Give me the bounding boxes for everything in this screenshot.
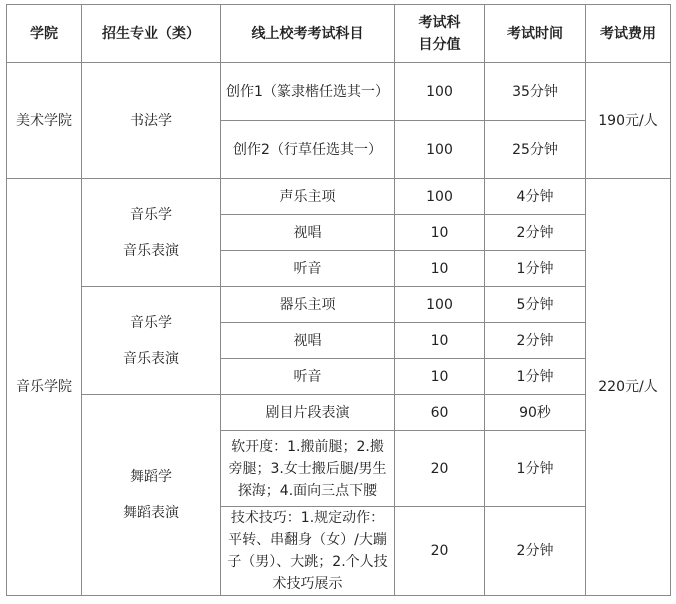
college-cell-music: 音乐学院 <box>7 179 82 596</box>
score-cell: 20 <box>395 507 485 596</box>
time-cell: 1分钟 <box>485 359 586 395</box>
subject-cell: 器乐主项 <box>221 287 395 323</box>
header-score: 考试科 目分值 <box>395 5 485 63</box>
major-cell-group-2 <box>82 287 221 395</box>
table-row <box>7 287 671 323</box>
score-cell: 100 <box>395 179 485 215</box>
fee-cell-music: 220元/人 <box>586 179 671 596</box>
score-cell: 100 <box>395 287 485 323</box>
time-cell: 2分钟 <box>485 215 586 251</box>
major-line: 音乐学 <box>130 206 172 223</box>
score-cell: 100 <box>395 121 485 179</box>
subject-cell: 听音 <box>221 359 395 395</box>
score-cell: 10 <box>395 251 485 287</box>
time-cell: 5分钟 <box>485 287 586 323</box>
major-line: 音乐学 <box>130 314 172 331</box>
score-cell: 10 <box>395 359 485 395</box>
major-cell-group-1 <box>82 179 221 287</box>
major-line: 舞蹈表演 <box>123 505 179 521</box>
time-cell: 1分钟 <box>485 251 586 287</box>
major-cell-calligraphy: 书法学 <box>82 63 221 179</box>
time-cell: 2分钟 <box>485 507 586 596</box>
time-cell: 4分钟 <box>485 179 586 215</box>
time-cell: 90秒 <box>485 395 586 431</box>
fee-cell-art: 190元/人 <box>586 63 671 179</box>
major-line: 音乐表演 <box>123 242 179 259</box>
table-header-row <box>7 5 671 63</box>
score-cell: 20 <box>395 431 485 507</box>
time-cell: 2分钟 <box>485 323 586 359</box>
score-cell: 10 <box>395 323 485 359</box>
header-fee: 考试费用 <box>586 5 671 63</box>
score-cell: 10 <box>395 215 485 251</box>
score-cell: 60 <box>395 395 485 431</box>
subject-cell: 听音 <box>221 251 395 287</box>
header-time: 考试时间 <box>485 5 586 63</box>
college-cell-art: 美术学院 <box>7 63 82 179</box>
subject-cell: 视唱 <box>221 323 395 359</box>
subject-cell-flexibility: 软开度：1.搬前腿；2.搬旁腿；3.女士搬后腿/男生探海；4.面向三点下腰 <box>221 431 395 507</box>
score-cell: 100 <box>395 63 485 121</box>
time-cell: 1分钟 <box>485 431 586 507</box>
table-row <box>7 395 671 431</box>
subject-cell: 创作2（行草任选其一） <box>221 121 395 179</box>
time-cell: 25分钟 <box>485 121 586 179</box>
time-cell: 35分钟 <box>485 63 586 121</box>
table-row <box>7 179 671 215</box>
header-subject: 线上校考考试科目 <box>221 5 395 63</box>
subject-cell-technique: 技术技巧：1.规定动作：平转、串翻身（女）/大蹦子（男）、大跳；2.个人技术技巧展示 <box>221 507 395 596</box>
major-cell-group-3 <box>82 395 221 596</box>
major-line: 音乐表演 <box>123 350 179 367</box>
header-major: 招生专业（类） <box>82 5 221 63</box>
subject-cell: 剧目片段表演 <box>221 395 395 431</box>
subject-cell: 声乐主项 <box>221 179 395 215</box>
exam-schedule-table <box>6 4 671 596</box>
subject-cell: 创作1（篆隶楷任选其一） <box>221 63 395 121</box>
subject-cell: 视唱 <box>221 215 395 251</box>
major-line: 舞蹈学 <box>130 469 172 485</box>
table-row <box>7 63 671 121</box>
header-college: 学院 <box>7 5 82 63</box>
